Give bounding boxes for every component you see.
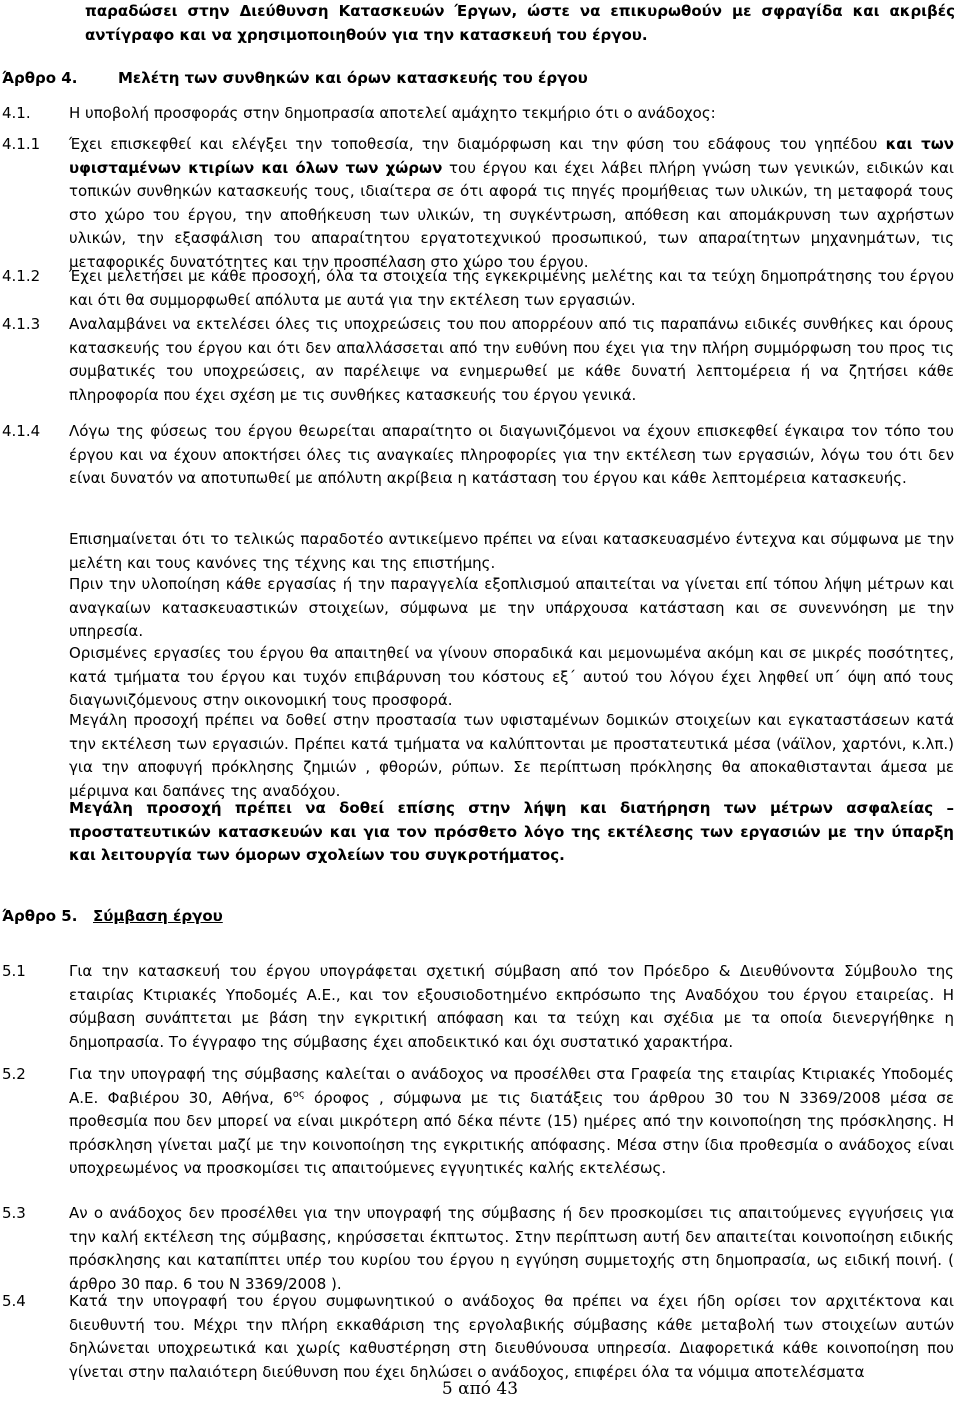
section-4-1-1-text-a: Έχει επισκεφθεί και ελέγξει την τοποθεσία, την διαμόρφωση και την φύση του εδάφους του γηπέδου bbox=[69, 135, 886, 153]
article5-title: Σύμβαση έργου bbox=[93, 907, 223, 925]
section-5-2-text-a: Για την υπογραφή της σύμβασης καλείται ο ανάδοχος να προσέλθει στα Γραφεία της εταιρίας Κτιριακές Υποδομές Α.Ε. Φαβιέρου 30, Αθήνα, 6 bbox=[69, 1065, 954, 1107]
section-5-2-superscript: ος bbox=[292, 1088, 305, 1100]
section-5-1-number: 5.1 bbox=[2, 962, 26, 980]
intro-paragraph bbox=[85, 0, 955, 47]
section-4-1-2-number: 4.1.2 bbox=[2, 267, 41, 285]
section-5-2-text-b: όροφος , σύμφωνα με τις διατάξεις του άρθρου 30 του Ν 3369/2008 μέσα σε προθεσμία που δεν μπορεί να είναι μικρότερη από δέκα πέντε (15) ημέρες από την κοινοποίηση της πρόσκλησης. Η πρόσκληση γίνεται μαζί με την κοινοποίηση της εγκριτικής απόφασης. Μέσα στην ίδια προθεσμία ο ανάδοχος είναι υποχρεωμένος να προσκομίσει τις απαιτούμενες εγγυητικές καλής εκτελέσως. bbox=[69, 1088, 954, 1177]
section-4-1-1-paragraph bbox=[69, 133, 954, 274]
section-5-4-number: 5.4 bbox=[2, 1292, 26, 1310]
note-paragraph-5-bold: Μεγάλη προσοχή πρέπει να δοθεί επίσης στην λήψη και διατήρηση των μέτρων ασφαλείας – προστατευτικών κατασκευών και για τον πρόσθετο λόγο της εκτέλεσης των εργασιών με την ύπαρξη και λειτουργία των όμορων σχολείων του συγκροτήματος. bbox=[69, 799, 954, 864]
section-4-1-3-text: Αναλαμβάνει να εκτελέσει όλες τις υποχρεώσεις του που απορρέουν από τις παραπάνω ειδικές συνθήκες και όρους κατασκευής του έργου και ότι δεν απαλλάσσεται από την ευθύνη που έχει για την πλήρη συμμόρφωση του προς τις συμβατικές του υποχρεώσεις, αν παρέλειψε να ενημερωθεί με κάθε δυνατή λεπτομέρεια ή να ζητήσει κάθε πληροφορία που έχει σχέση με τις συνθήκες κατασκευής του έργου γενικά. bbox=[69, 315, 954, 404]
section-4-1-4-text: Λόγω της φύσεως του έργου θεωρείται απαραίτητο οι διαγωνιζόμενοι να έχουν επισκεφθεί έγκαιρα τον τόπο του έργου και να έχουν αποκτήσει όλες τις αναγκαίες πληροφορίες για την εκτέλεση των εργασιών, λόγω του ότι δεν είναι δυνατόν να αποτυπωθεί με απόλυτη ακρίβεια η κατάσταση του έργου και κάθε λεπτομέρεια κατασκευής. bbox=[69, 422, 954, 487]
section-5-2-number: 5.2 bbox=[2, 1065, 26, 1083]
note-paragraph-3: Ορισμένες εργασίες του έργου θα απαιτηθεί να γίνουν σποραδικά και μεμονωμένα ακόμη και σε μικρές ποσότητες, κατά τμήματα του έργου και τυχόν επιβάρυνση του κόστους εξ΄ αυτού του λόγου έχει ληφθεί υπ΄ όψη από τους διαγωνιζόμενους στην οικονομική τους προσφορά. bbox=[69, 644, 954, 709]
article5-label: Άρθρο 5. bbox=[2, 907, 78, 925]
section-4-1-4-number: 4.1.4 bbox=[2, 422, 41, 440]
section-5-1-text: Για την κατασκευή του έργου υπογράφεται σχετική σύμβαση από τον Πρόεδρο & Διευθύνοντα Σύμβουλο της εταιρίας Κτιριακές Υποδομές Α.Ε., και τον εξουσιοδοτημένο εκπρόσωπο της Αναδόχου του έργου εταιρείας. Η σύμβαση συνάπτεται με βάση την εγκριτική απόφαση και τα τεύχη και σχέδια με τα οποία διενεργήθηκε η δημοπρασία. Το έγγραφο της σύμβασης έχει αποδεικτικό και όχι συστατικό χαρακτήρα. bbox=[69, 962, 954, 1051]
note-paragraph-4: Μεγάλη προσοχή πρέπει να δοθεί στην προστασία των υφισταμένων δομικών στοιχείων και εγκαταστάσεων κατά την εκτέλεση των εργασιών. Πρέπει κατά τμήματα να καλύπτονται με προστατευτικά μέσα (νάϊλον, χαρτόνι, κ.λπ.) για την αποφυγή πρόκλησης ζημιών , φθορών, ρύπων. Σε περίπτωση πρόκλησης θα αποκαθιστανται άμεσα με μέριμνα και δαπάνες της αναδόχου. bbox=[69, 711, 954, 800]
article4-title: Μελέτη των συνθηκών και όρων κατασκευής του έργου bbox=[118, 69, 588, 87]
section-4-1-number: 4.1. bbox=[2, 104, 31, 122]
section-5-3-text: Αν ο ανάδοχος δεν προσέλθει για την υπογραφή της σύμβασης ή δεν προσκομίσει τις απαιτούμενες εγγυήσεις για την καλή εκτέλεση της σύμβασης, κηρύσσεται έκπτωτος. Στην περίπτωση αυτή δεν απαιτείται κοινοποίηση ειδικής πρόσκλησης και καταπίπτει υπέρ του κυρίου του έργου η εγγύηση συμμετοχής στη δημοπρασία, ως ειδική ποινή. ( άρθρο 30 παρ. 6 του Ν 3369/2008 ). bbox=[69, 1204, 954, 1293]
section-5-2-paragraph bbox=[69, 1063, 954, 1181]
section-4-1-1-bold: και των υφισταμένων κτιρίων και όλων των χώρων bbox=[69, 135, 954, 177]
section-4-1-1-text-b: του έργου και έχει λάβει πλήρη γνώση των γενικών, ειδικών και τοπικών συνθηκών κατασκευής τους, ιδιαίτερα σε ότι αφορά τις πηγές προμήθειας των υλικών, τη μεταφορά τους στο χώρο του έργου, την αποθήκευση των υλικών, τη συγκέντρωση, απόθεση και απομάκρυνση των αχρήστων υλικών, την εξασφάλιση του απαραίτητου εργατοτεχνικού προσωπικού, των απαραίτητων μηχανημάτων, τις μεταφορικές δυνατότητες και την προσπέλαση στο χώρο του έργου. bbox=[69, 158, 954, 271]
section-4-1-text: Η υποβολή προσφοράς στην δημοπρασία αποτελεί αμάχητο τεκμήριο ότι ο ανάδοχος: bbox=[69, 104, 716, 122]
page-number: 5 από 43 bbox=[441, 1379, 519, 1399]
note-paragraph-1: Επισημαίνεται ότι το τελικώς παραδοτέο αντικείμενο πρέπει να είναι κατασκευασμένο έντεχνα και σύμφωνα με την μελέτη και τους κανόνες της τέχνης και της επιστήμης. bbox=[69, 530, 954, 572]
note-paragraph-2: Πριν την υλοποίηση κάθε εργασίας ή την παραγγελία εξοπλισμού απαιτείται να γίνεται επί τόπου λήψη μέτρων και αναγκαίων κατασκευαστικών στοιχείων, σύμφωνα με την υπάρχουσα κατάσταση και σε συνεννόηση με την υπηρεσία. bbox=[69, 575, 954, 640]
section-5-4-text: Κατά την υπογραφή του έργου συμφωνητικού ο ανάδοχος θα πρέπει να έχει ήδη ορίσει τον αρχιτέκτονα και διευθυντή του. Μέχρι την πλήρη εκκαθάριση της εργολαβικής σύμβασης κάθε μεταβολή των στοιχείων αυτών δηλώνεται υποχρεωτικά και χωρίς καθυστέρηση στη διευθύνουσα υπηρεσία. Διαφορετικά κάθε κοινοποίηση που γίνεται στην παλαιότερη διεύθυνση που έχει δηλώσει ο ανάδοχος, επιφέρει όλα τα νόμιμα αποτελέσματα bbox=[69, 1292, 954, 1381]
section-4-1-3-number: 4.1.3 bbox=[2, 315, 41, 333]
section-4-1-1-number: 4.1.1 bbox=[2, 135, 41, 153]
section-5-3-number: 5.3 bbox=[2, 1204, 26, 1222]
section-4-1-2-text: Έχει μελετήσει με κάθε προσοχή, όλα τα στοιχεία της εγκεκριμένης μελέτης και τα τεύχη δημοπράτησης του έργου και ότι θα συμμορφωθεί απόλυτα με αυτά για την εκτέλεση των εργασιών. bbox=[69, 267, 954, 309]
intro-text: παραδώσει στην Διεύθυνση Κατασκευών Έργων, ώστε να επικυρωθούν με σφραγίδα και ακριβές αντίγραφο και να χρησιμοποιηθούν για την κατασκευή του έργου. bbox=[85, 2, 955, 44]
article4-label: Άρθρο 4. bbox=[2, 69, 78, 87]
